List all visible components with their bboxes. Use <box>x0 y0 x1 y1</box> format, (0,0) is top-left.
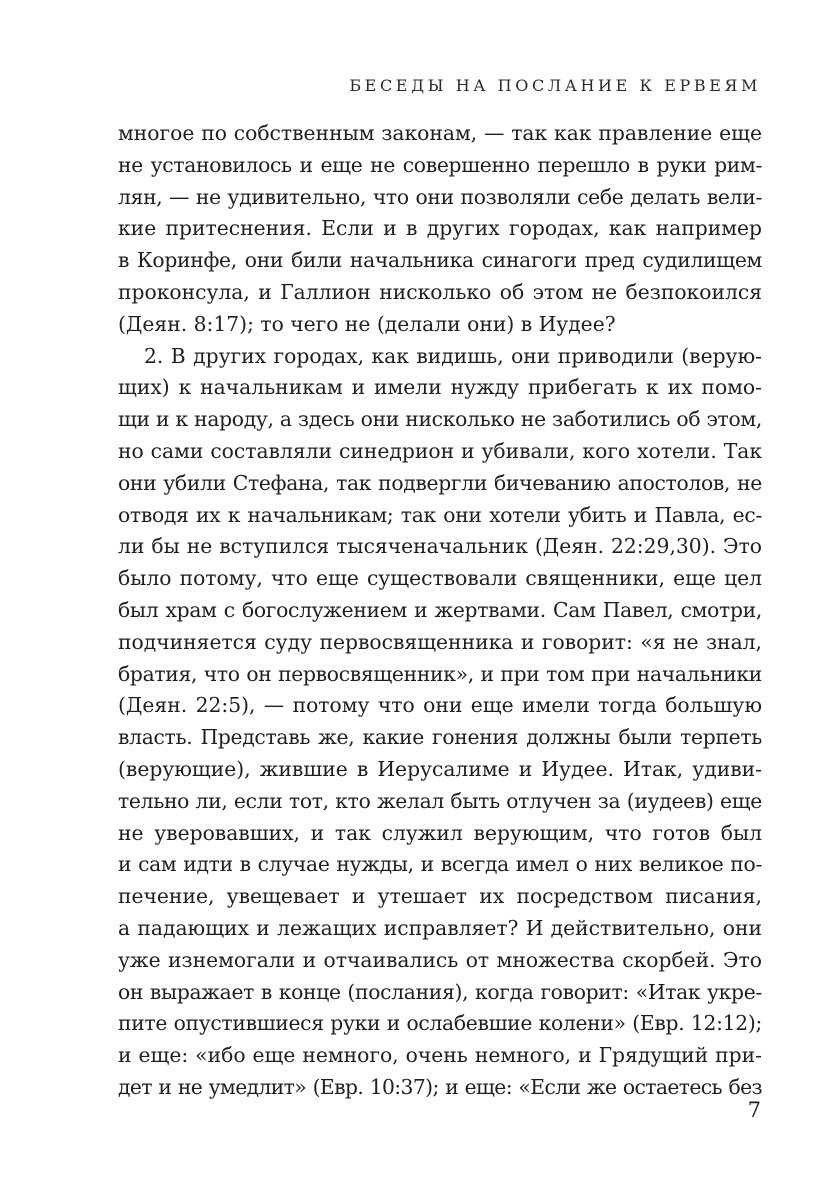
text-line: 2. В других городах, как видишь, они приводили (верую- <box>144 343 762 368</box>
text-line: подчиняется суду первосвященника и говорит: «я не знал, <box>118 629 762 654</box>
text-line: а падающих и лежащих исправляет? И действительно, они <box>118 915 762 940</box>
text-line: было потому, что еще существовали священники, еще цел <box>118 566 762 591</box>
text-line: и еще: «ибо еще немного, очень немного, и Грядущий при- <box>118 1043 762 1068</box>
text-line: не уверовавших, и так служил верующим, что готов был <box>118 820 762 845</box>
text-line: печение, увещевает и утешает их посредством писания, <box>118 884 762 909</box>
text-line: ли бы не вступился тысяченачальник (Деян. 22:29,30). Это <box>118 534 762 559</box>
text-line: не установилось и еще не совершенно перешло в руки рим- <box>118 152 762 177</box>
text-line: он выражает в конце (послания), когда говорит: «Итак укре- <box>118 979 762 1004</box>
page-number: 7 <box>747 1098 761 1122</box>
body-text <box>118 118 762 1104</box>
text-line: (Деян. 8:17); то чего не (делали они) в Иудее? <box>118 311 616 336</box>
text-line: уже изнемогали и отчаивались от множества скорбей. Это <box>118 947 762 972</box>
text-line: кие притеснения. Если и в других городах, как например <box>118 216 762 241</box>
text-line: дет и не умедлит» (Евр. 10:37); и еще: «Если же остаетесь без <box>118 1074 762 1099</box>
text-line: пите опустившиеся руки и ослабевшие колени» (Евр. 12:12); <box>118 1011 762 1036</box>
text-line: они убили Стефана, так подвергли бичеванию апостолов, не <box>118 470 762 495</box>
text-line: щих) к начальникам и имели нужду прибегать к их помо- <box>118 375 762 400</box>
text-line: многое по собственным законам, — так как правление еще <box>118 121 762 145</box>
text-line: но сами составляли синедрион и убивали, кого хотели. Так <box>118 438 762 463</box>
text-line: был храм с богослужением и жертвами. Сам Павел, смотри, <box>118 597 762 622</box>
text-line: проконсула, и Галлион нисколько об этом не безпокоился <box>118 279 762 304</box>
text-line: в Коринфе, они били начальника синагоги пред судилищем <box>118 248 762 273</box>
text-line: отводя их к начальникам; так они хотели убить и Павла, ес- <box>118 502 762 527</box>
text-line: щи и к народу, а здесь они нисколько не заботились об этом, <box>118 407 762 432</box>
text-line: (верующие), жившие в Иерусалиме и Иудее. Итак, удиви- <box>118 756 762 781</box>
running-head: БЕСЕДЫ НА ПОСЛАНИЕ К ЕРВЕЯМ <box>349 76 761 95</box>
text-line: лян, — не удивительно, что они позволяли себе делать вели- <box>118 184 762 209</box>
text-line: власть. Представь же, какие гонения должны были терпеть <box>118 725 762 750</box>
text-line: братия, что он первосвященник», и при том при начальники <box>118 661 762 686</box>
text-line: тельно ли, если тот, кто желал быть отлучен за (иудеев) еще <box>118 788 762 813</box>
text-line: и сам идти в случае нужды, и всегда имел о них великое по- <box>118 852 762 877</box>
text-line: (Деян. 22:5), — потому что они еще имели тогда большую <box>118 693 762 718</box>
